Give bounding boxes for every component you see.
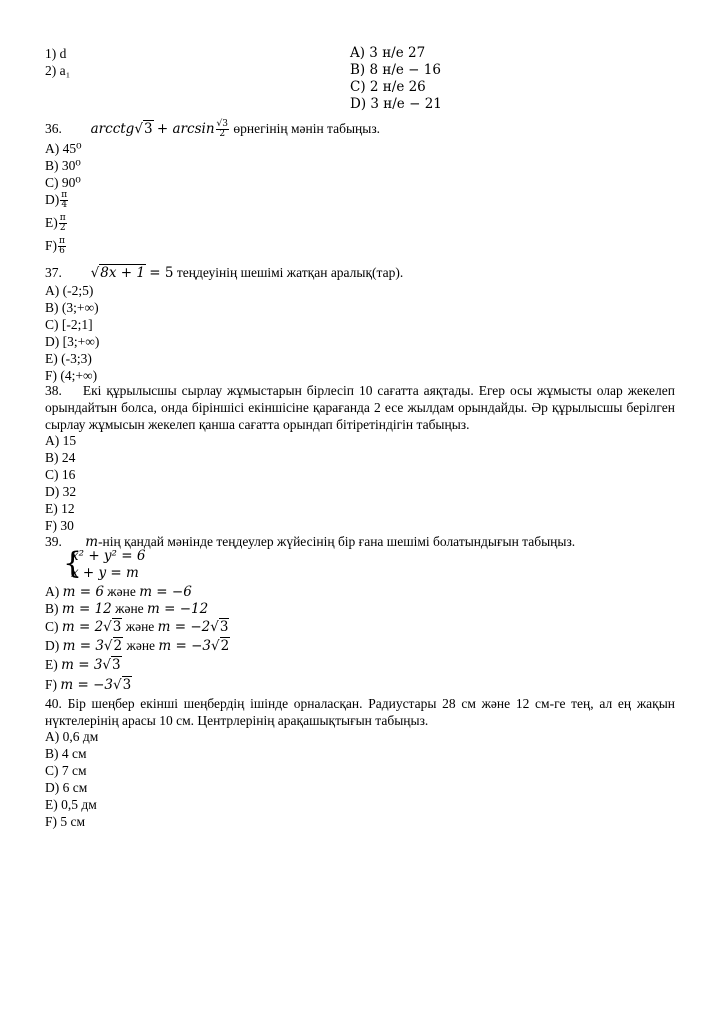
q36-option-c: C) 90⁰ <box>45 175 81 190</box>
q36-option-f: F) $\frac{\pi}{6}$ <box>45 236 65 257</box>
variable-m: m <box>85 534 99 550</box>
q39-option-a: A) m = 6 және m = −6 <box>45 584 192 600</box>
q36-option-e: E) $\frac{\pi}{2}$ <box>45 213 66 234</box>
top-left-item-1: 1) d <box>45 46 67 61</box>
q36-option-d: D) $\frac{\pi}{4}$ <box>45 190 68 211</box>
top-right-item-1: A) 3 н/е 27 <box>350 45 426 61</box>
q38-option-f: F) 30 <box>45 518 74 533</box>
q37-option-d: D) [3;+∞) <box>45 334 100 349</box>
radicand: 3 <box>143 121 153 137</box>
q39-option-b: B) m = 12 және m = −12 <box>45 601 209 617</box>
q36-option-b: B) 30⁰ <box>45 158 81 173</box>
top-right-item-2: B) 8 н/е − 16 <box>350 62 441 78</box>
q37-option-a: A) (-2;5) <box>45 283 94 298</box>
question-38 <box>45 382 675 433</box>
question-text: теңдеуінің шешімі жатқан аралық(тар). <box>176 265 404 280</box>
q37-option-b: B) (3;+∞) <box>45 300 99 315</box>
q40-option-d: D) 6 см <box>45 780 88 795</box>
question-number: 36. <box>45 121 62 136</box>
q39-option-e: E) m = 3√3 <box>45 657 121 673</box>
question-text: өрнегінің мәнін табыңыз. <box>233 121 381 136</box>
top-left-item-2: 2) a₁ <box>45 63 71 78</box>
q38-option-a: A) 15 <box>45 433 77 448</box>
question-37: 37. √8x + 1 = 5 теңдеуінің шешімі жатқан аралық(тар). <box>45 265 404 281</box>
q38-option-b: B) 24 <box>45 450 76 465</box>
q37-option-f: F) (4;+∞) <box>45 368 98 383</box>
q39-option-d: D) m = 3√2 және m = −3√2 <box>45 638 230 654</box>
math-arcctg: arcctg <box>90 121 135 137</box>
question-text: Екі құрылысшы сырлау жұмыстарын бірлесіп 10 сағатта аяқтады. Егер осы жұмысты олар жекелеп орындайтын болса, онда біріншісі екіншісіне қарағанда 2 есе жылдам орындайды. Әр құрылысшы берілген сырлау жұмысын жекелеп қанша сағатта орындап бітіретіндігін табыңыз. <box>45 383 676 432</box>
q39-option-c: C) m = 2√3 және m = −2√3 <box>45 619 229 635</box>
top-right-item-3: C) 2 н/е 26 <box>350 79 426 95</box>
q38-option-e: E) 12 <box>45 501 75 516</box>
question-40 <box>45 695 675 729</box>
q40-option-c: C) 7 см <box>45 763 87 778</box>
q40-option-e: E) 0,5 дм <box>45 797 97 812</box>
question-text: Бір шеңбер екінші шеңбердің ішінде орналасқан. Радиустары 28 см және 12 см-ге тең, ал ең жақын нүктелерінің арасы 10 см. Центрлерінің арақашықтығын табыңыз. <box>45 696 676 728</box>
q40-option-b: B) 4 см <box>45 746 87 761</box>
q38-option-c: C) 16 <box>45 467 76 482</box>
fraction: $\frac{√3}{2}$ <box>216 119 228 140</box>
radicand: 8x + 1 <box>100 265 145 281</box>
equation-2: x + y = m <box>71 565 139 581</box>
q36-option-a: A) 45⁰ <box>45 141 82 156</box>
q40-option-f: F) 5 см <box>45 814 86 829</box>
question-number: 38. <box>45 383 62 398</box>
math-arcsin: + arcsin <box>156 121 215 137</box>
q37-option-e: E) (-3;3) <box>45 351 92 366</box>
equation-1: x² + y² = 6 <box>71 548 146 564</box>
top-right-item-4: D) 3 н/е − 21 <box>350 96 442 112</box>
brace-icon: { <box>63 546 83 581</box>
q39-option-f: F) m = −3√3 <box>45 677 132 693</box>
question-number: 37. <box>45 265 62 280</box>
question-text: -нің қандай мәнінде теңдеулер жүйесінің бір ғана шешімі болатындығын табыңыз. <box>98 534 576 549</box>
question-36: 36. arcctg√3 + arcsin $\frac{√3}{2}$ өрнегінің мәнін табыңыз. <box>45 119 381 140</box>
equation-rhs: = 5 <box>149 265 174 281</box>
question-number: 40. <box>45 696 62 711</box>
question-number: 39. <box>45 534 62 549</box>
q37-option-c: C) [-2;1] <box>45 317 93 332</box>
q40-option-a: A) 0,6 дм <box>45 729 99 744</box>
q38-option-d: D) 32 <box>45 484 77 499</box>
